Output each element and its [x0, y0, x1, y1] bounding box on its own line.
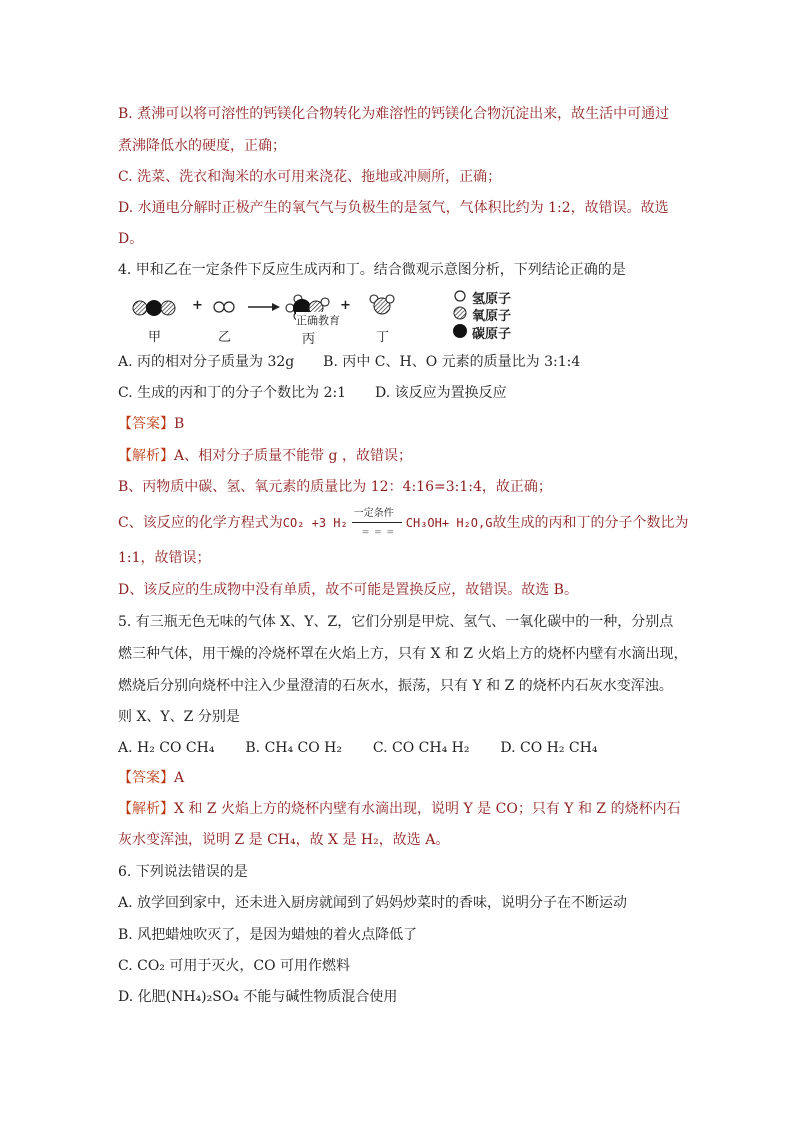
molecule-jia — [133, 300, 175, 316]
equation-left: CO₂ +3 H₂ — [282, 516, 348, 530]
q5-answer — [118, 768, 184, 788]
q5-option-d: D. CO H₂ CH₄ — [500, 740, 598, 756]
legend-hydrogen: 氢原子 — [472, 292, 512, 307]
answer-tag: 【答案】 — [118, 416, 174, 432]
q3-option-b-line2: 煮沸降低水的硬度，正确； — [118, 138, 286, 154]
q4-analysis-c — [118, 508, 689, 538]
q3-option-b-line1: B. 煮沸可以将可溶性的钙镁化合物转化为难溶性的钙镁化合物沉淀出来，故生活中可通过 — [118, 106, 670, 122]
q5-options — [118, 738, 597, 758]
q5-stem-line3: 燃烧后分别向烧杯中注入少量澄清的石灰水，振荡，只有 Y 和 Z 的烧杯内石灰水变浑浊。 — [118, 678, 673, 694]
q4-options-row1 — [118, 352, 580, 372]
plus-sign: + — [340, 298, 351, 313]
q4-stem: 4. 甲和乙在一定条件下反应生成丙和丁。结合微观示意图分析，下列结论正确的是 — [118, 262, 626, 278]
q4-analysis-b: B、丙物质中碳、氢、氧元素的质量比为 12：4:16=3:1:4，故正确； — [118, 479, 552, 495]
q5-stem-line1: 5. 有三瓶无色无味的气体 X、Y、Z，它们分别是甲烷、氢气、一氧化碳中的一种，分别点 — [118, 614, 674, 630]
q4-option-d: D. 该反应为置换反应 — [375, 385, 507, 401]
equation-condition-arrow: 一定条件 = = = — [348, 513, 406, 533]
q4-options-row2 — [118, 383, 507, 403]
plus-sign: + — [192, 298, 203, 313]
q6-option-b: B. 风把蜡烛吹灭了，是因为蜡烛的着火点降低了 — [118, 927, 418, 943]
q6-option-a: A. 放学回到家中，还未进入厨房就闻到了妈妈炒菜时的香味，说明分子在不断运动 — [118, 895, 628, 911]
label-jia: 甲 — [148, 330, 162, 345]
answer-tag: 【答案】 — [118, 770, 174, 786]
reaction-condition: 一定条件 — [353, 508, 394, 519]
analysis-text: 故生成的丙和丁的分子个数比为 — [492, 515, 689, 531]
analysis-text: X 和 Z 火焰上方的烧杯内壁有水滴出现，说明 Y 是 CO；只有 Y 和 Z 的烧杯内石 — [174, 801, 681, 817]
q5-analysis-line2: 灰水变浑浊，说明 Z 是 CH₄，故 X 是 H₂，故选 A。 — [118, 832, 450, 848]
q3-option-c: C. 洗菜、洗衣和淘米的水可用来浇花、拖地或冲厕所，正确； — [118, 169, 502, 185]
q4-option-a: A. 丙的相对分子质量为 32g — [118, 354, 295, 370]
q6-option-c: C. CO₂ 可用于灭火，CO 可用作燃料 — [118, 958, 351, 974]
label-yi: 乙 — [218, 330, 232, 345]
q4-answer — [118, 414, 184, 434]
legend-carbon-marker — [453, 324, 467, 338]
answer-value: B — [174, 416, 185, 432]
q4-option-c: C. 生成的丙和丁的分子个数比为 2:1 — [118, 385, 347, 401]
molecule-ding — [370, 295, 394, 314]
q5-option-c: C. CO CH₄ H₂ — [372, 740, 470, 756]
analysis-tag: 【解析】 — [118, 801, 174, 817]
q5-stem-line4: 则 X、Y、Z 分别是 — [118, 709, 240, 725]
answer-value: A — [174, 770, 185, 786]
molecule-yi — [214, 302, 234, 312]
q4-analysis-c-line2: 1:1，故错误； — [118, 550, 211, 566]
molecule-diagram — [130, 288, 550, 347]
q5-analysis-line1 — [118, 799, 681, 819]
reaction-arrow — [248, 303, 280, 311]
label-bing: 丙 — [302, 332, 316, 347]
q4-analysis-a — [118, 446, 412, 466]
q5-option-b: B. CH₄ CO H₂ — [245, 740, 343, 756]
label-ding: 丁 — [376, 330, 390, 345]
analysis-tag: 【解析】 — [118, 448, 174, 464]
legend-hydrogen-marker — [455, 291, 465, 301]
q5-stem-line2: 燃三种气体，用干燥的冷烧杯罩在火焰上方，只有 X 和 Z 火焰上方的烧杯内壁有水滴出现， — [118, 646, 688, 662]
watermark: 正确教育 — [296, 314, 340, 327]
q4-option-b: B. 丙中 C、H、O 元素的质量比为 3:1:4 — [323, 354, 581, 370]
legend-oxygen-marker — [454, 307, 466, 319]
analysis-text: A、相对分子质量不能带 g ，故错误； — [174, 448, 412, 464]
q3-option-d-line2: D。 — [118, 231, 144, 247]
q3-option-d-line1: D. 水通电分解时正极产生的氧气气与负极生的是氢气，气体积比约为 1:2，故错误。故选 — [118, 200, 669, 216]
q4-analysis-d: D、该反应的生成物中没有单质，故不可能是置换反应，故错误。故选 B。 — [118, 582, 578, 598]
q6-stem: 6. 下列说法错误的是 — [118, 864, 248, 880]
q6-option-d: D. 化肥(NH₄)₂SO₄ 不能与碱性物质混合使用 — [118, 989, 398, 1005]
analysis-text: C、该反应的化学方程式为 — [118, 515, 283, 531]
legend-oxygen: 氧原子 — [472, 309, 512, 324]
legend-carbon: 碳原子 — [472, 327, 512, 342]
q5-option-a: A. H₂ CO CH₄ — [118, 740, 215, 756]
equation-right: CH₃OH+ H₂O,G — [405, 516, 493, 530]
